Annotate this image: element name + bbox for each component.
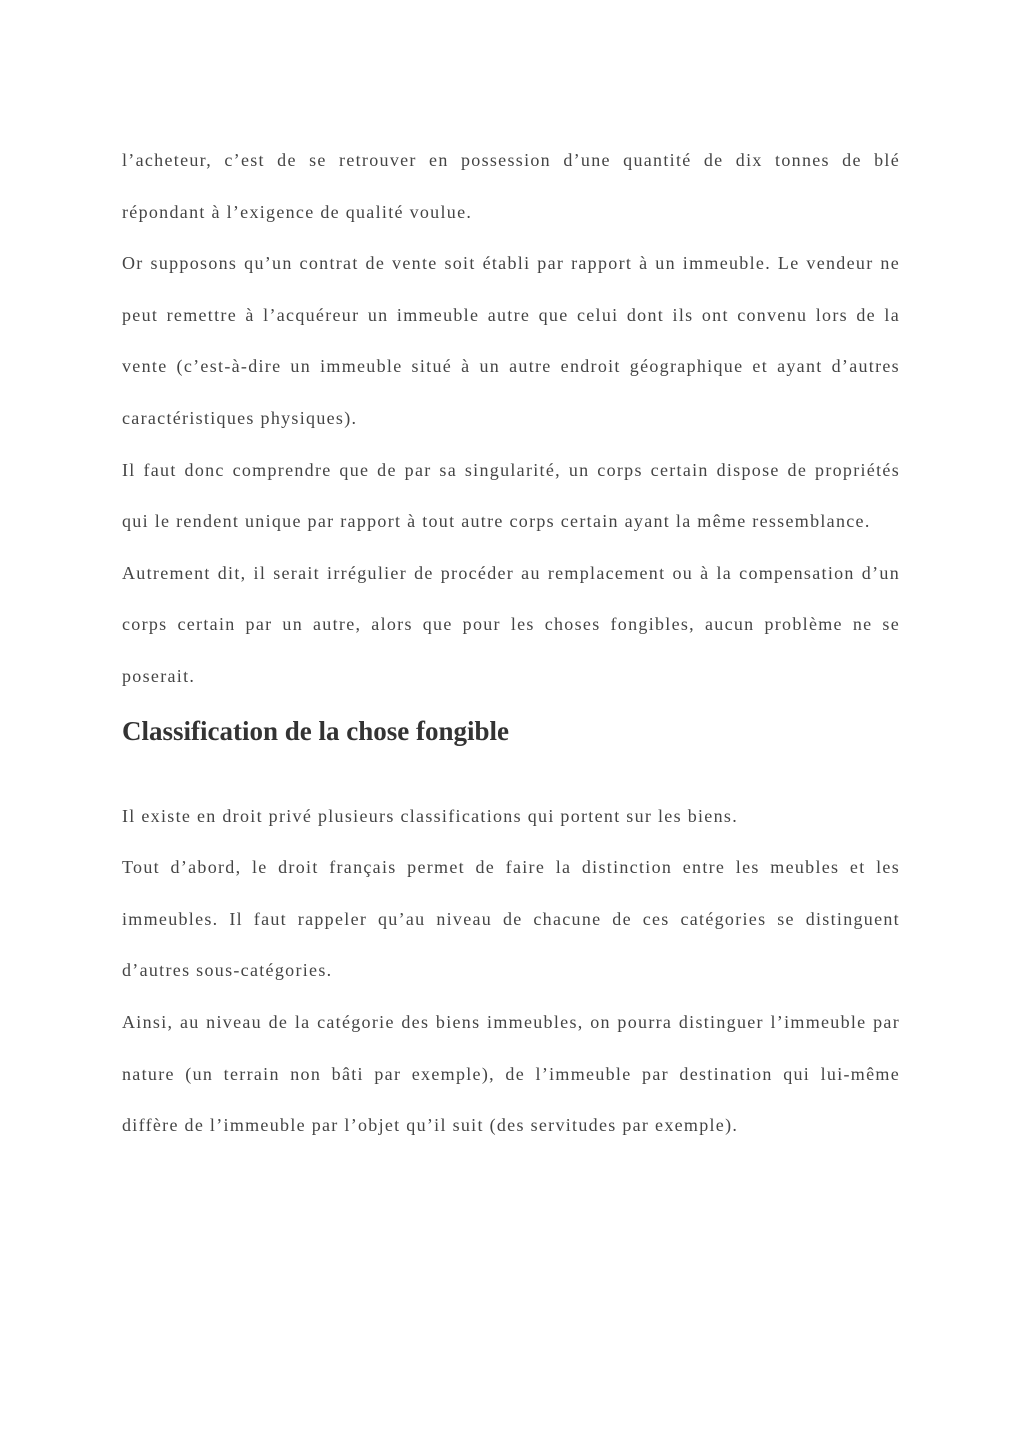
paragraph-wheat-quantity: l’acheteur, c’est de se retrouver en possession d’une quantité de dix tonnes de blé répondant à l’exigence de qualité voulue. xyxy=(122,150,900,222)
paragraph-movables-immovables: Tout d’abord, le droit français permet de faire la distinction entre les meubles et les immeubles. Il faut rappeler qu’au niveau de chacune de ces catégories se distinguent d’autres sous-catégories. xyxy=(122,857,900,981)
paragraph-replacement: Autrement dit, il serait irrégulier de procéder au remplacement ou à la compensation d’un corps certain par un autre, alors que pour les choses fongibles, aucun problème ne se poserait. xyxy=(122,562,900,686)
paragraph-property-sale: Or supposons qu’un contrat de vente soit établi par rapport à un immeuble. Le vendeur ne peut remettre à l’acquéreur un immeuble autre que celui dont ils ont convenu lors de la vente (c’est-à-dire un immeuble situé à un autre endroit géographique et ayant d’autres caractéristiques physiques). xyxy=(122,253,900,428)
section-heading: Classification de la chose fongible xyxy=(122,715,510,746)
paragraph-singularity: Il faut donc comprendre que de par sa singularité, un corps certain dispose de propriétés qui le rendent unique par rapport à tout autre corps certain ayant la même ressemblance. xyxy=(122,459,900,532)
document-page xyxy=(122,135,900,1152)
paragraph-classifications: Il existe en droit privé plusieurs classifications qui portent sur les biens. xyxy=(122,805,738,826)
paragraph-immovable-categories: Ainsi, au niveau de la catégorie des biens immeubles, on pourra distinguer l’immeuble par nature (un terrain non bâti par exemple), de l’immeuble par destination qui lui-même diffère de l’immeuble par l’objet qu’il suit (des servitudes par exemple). xyxy=(122,1011,900,1136)
